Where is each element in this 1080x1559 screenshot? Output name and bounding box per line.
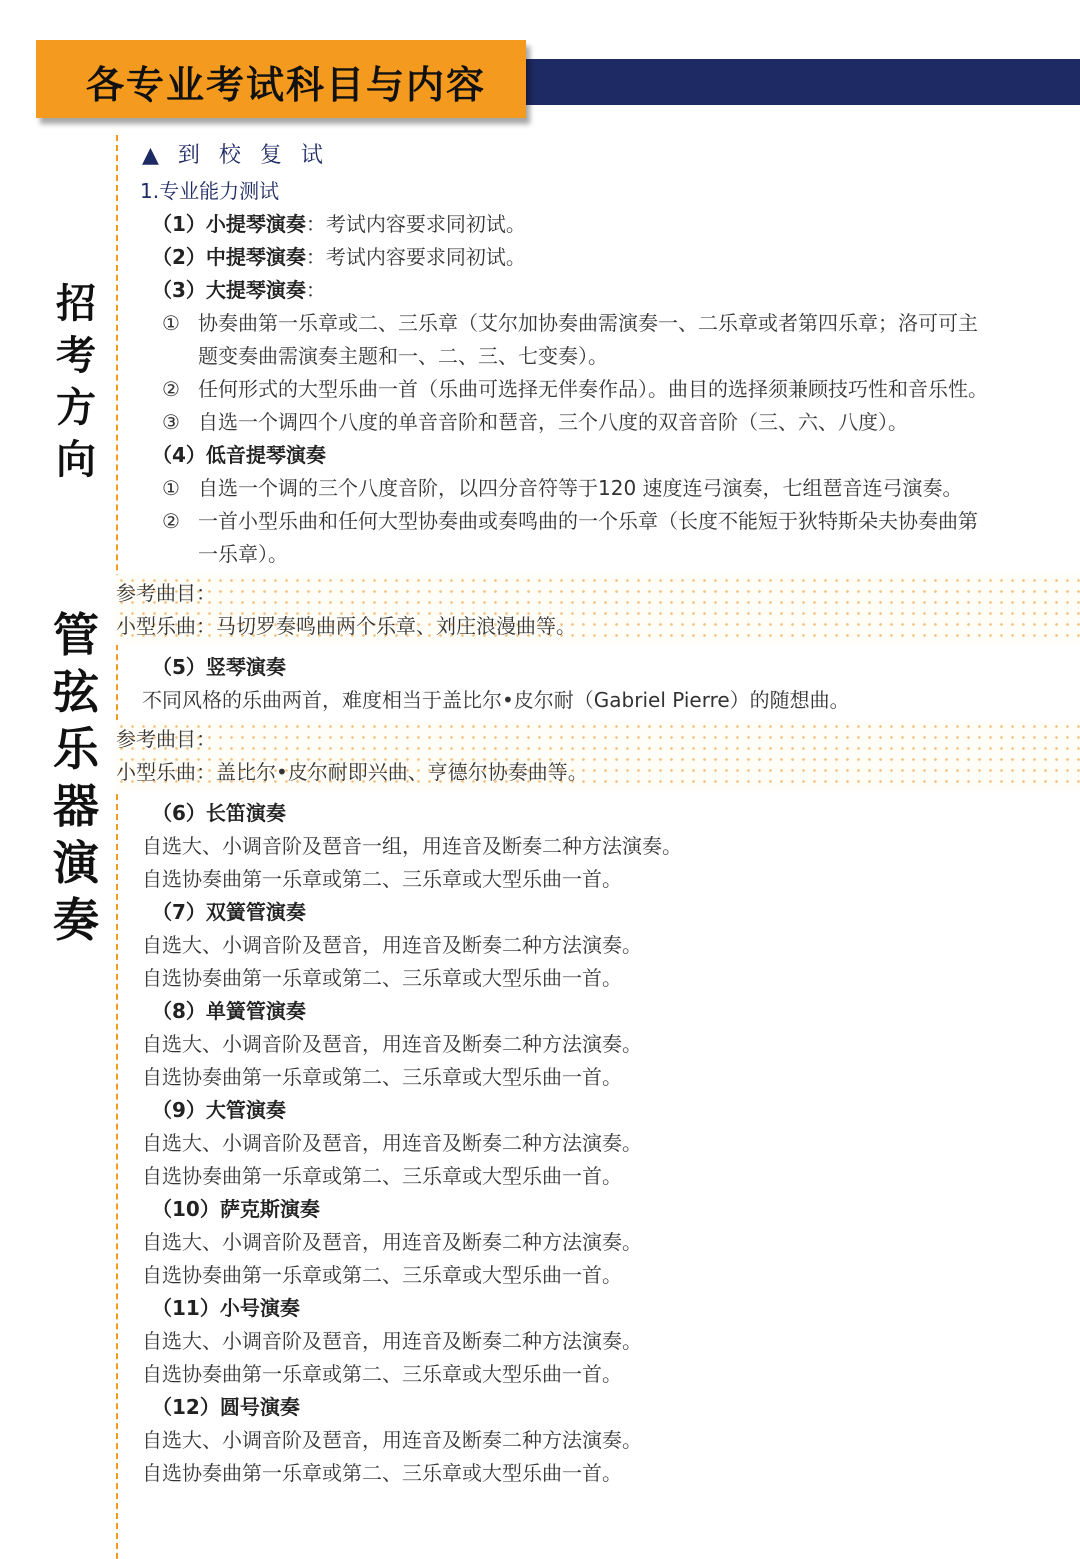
reference-box-1 — [116, 575, 1080, 645]
sax-line-1: 自选大、小调音阶及琶音，用连音及断奏二种方法演奏。 — [142, 1230, 642, 1254]
item-clarinet: （8）单簧管演奏 — [152, 999, 306, 1023]
trumpet-line-2: 自选协奏曲第一乐章或第二、三乐章或大型乐曲一首。 — [142, 1362, 622, 1386]
bassoon-line-1: 自选大、小调音阶及琶音，用连音及断奏二种方法演奏。 — [142, 1131, 642, 1155]
sax-line-2: 自选协奏曲第一乐章或第二、三乐章或大型乐曲一首。 — [142, 1263, 622, 1287]
horn-line-2: 自选协奏曲第一乐章或第二、三乐章或大型乐曲一首。 — [142, 1461, 622, 1485]
flute-line-1: 自选大、小调音阶及琶音一组，用连音及断奏二种方法演奏。 — [142, 834, 682, 858]
reference-title: 参考曲目： — [116, 727, 216, 751]
clarinet-line-1: 自选大、小调音阶及琶音，用连音及断奏二种方法演奏。 — [142, 1032, 642, 1056]
header-title-box — [36, 40, 526, 118]
item-double-bass: （4）低音提琴演奏 — [152, 443, 326, 467]
trumpet-line-1: 自选大、小调音阶及琶音，用连音及断奏二种方法演奏。 — [142, 1329, 642, 1353]
cello-requirement-3: ③ 自选一个调四个八度的单音音阶和琶音，三个八度的双音音阶（三、六、八度）。 — [162, 410, 908, 434]
reference-title: 参考曲目： — [116, 581, 216, 605]
item-harp: （5）竖琴演奏 — [152, 655, 286, 679]
cello-requirement-1: ① 协奏曲第一乐章或二、三乐章（艾尔加协奏曲需演奏一、二乐章或者第四乐章；洛可可主 — [162, 311, 978, 335]
bass-requirement-2: ② 一首小型乐曲和任何大型协奏曲或奏鸣曲的一个乐章（长度不能短于狄特斯朵夫协奏曲第 — [162, 509, 978, 533]
subsection-heading: 1.专业能力测试 — [140, 179, 280, 203]
item-oboe: （7）双簧管演奏 — [152, 900, 306, 924]
flute-line-2: 自选协奏曲第一乐章或第二、三乐章或大型乐曲一首。 — [142, 867, 622, 891]
item-cello: （3）大提琴演奏： — [152, 278, 326, 302]
page-title: 各专业考试科目与内容 — [86, 63, 487, 107]
main-content — [116, 139, 1076, 1490]
reference-box-2 — [116, 721, 1080, 791]
sidebar-major-label: 管 弦 乐 器 演 奏 — [53, 608, 99, 947]
oboe-line-1: 自选大、小调音阶及琶音，用连音及断奏二种方法演奏。 — [142, 933, 642, 957]
harp-requirement: 不同风格的乐曲两首，难度相当于盖比尔•皮尔耐（Gabriel Pierre）的随想曲。 — [142, 688, 850, 712]
cello-requirement-2: ② 任何形式的大型乐曲一首（乐曲可选择无伴奏作品）。曲目的选择须兼顾技巧性和音乐性。 — [162, 377, 988, 401]
sidebar-section-label: 招 考 方 向 — [56, 281, 96, 483]
dashed-divider — [116, 135, 118, 1559]
item-violin: （1）小提琴演奏：考试内容要求同初试。 — [152, 212, 526, 236]
reference-text: 小型乐曲：马切罗奏鸣曲两个乐章、刘庄浪漫曲等。 — [116, 614, 576, 638]
item-bassoon: （9）大管演奏 — [152, 1098, 286, 1122]
page-number: 25 — [972, 125, 1014, 160]
section-heading: ▲ 到 校 复 试 — [142, 143, 329, 168]
item-saxophone: （10）萨克斯演奏 — [152, 1197, 320, 1221]
bass-requirement-1: ① 自选一个调的三个八度音阶，以四分音符等于120 速度连弓演奏，七组琶音连弓演奏。 — [162, 476, 963, 500]
item-viola: （2）中提琴演奏：考试内容要求同初试。 — [152, 245, 526, 269]
clarinet-line-2: 自选协奏曲第一乐章或第二、三乐章或大型乐曲一首。 — [142, 1065, 622, 1089]
item-horn: （12）圆号演奏 — [152, 1395, 300, 1419]
horn-line-1: 自选大、小调音阶及琶音，用连音及断奏二种方法演奏。 — [142, 1428, 642, 1452]
oboe-line-2: 自选协奏曲第一乐章或第二、三乐章或大型乐曲一首。 — [142, 966, 622, 990]
cello-requirement-1-cont: 题变奏曲需演奏主题和一、二、三、七变奏）。 — [198, 344, 608, 368]
item-flute: （6）长笛演奏 — [152, 801, 286, 825]
bass-requirement-2-cont: 一乐章）。 — [198, 542, 288, 566]
header-navy-bar — [526, 59, 1080, 160]
bassoon-line-2: 自选协奏曲第一乐章或第二、三乐章或大型乐曲一首。 — [142, 1164, 622, 1188]
reference-text: 小型乐曲：盖比尔•皮尔耐即兴曲、亨德尔协奏曲等。 — [116, 760, 588, 784]
item-trumpet: （11）小号演奏 — [152, 1296, 300, 1320]
